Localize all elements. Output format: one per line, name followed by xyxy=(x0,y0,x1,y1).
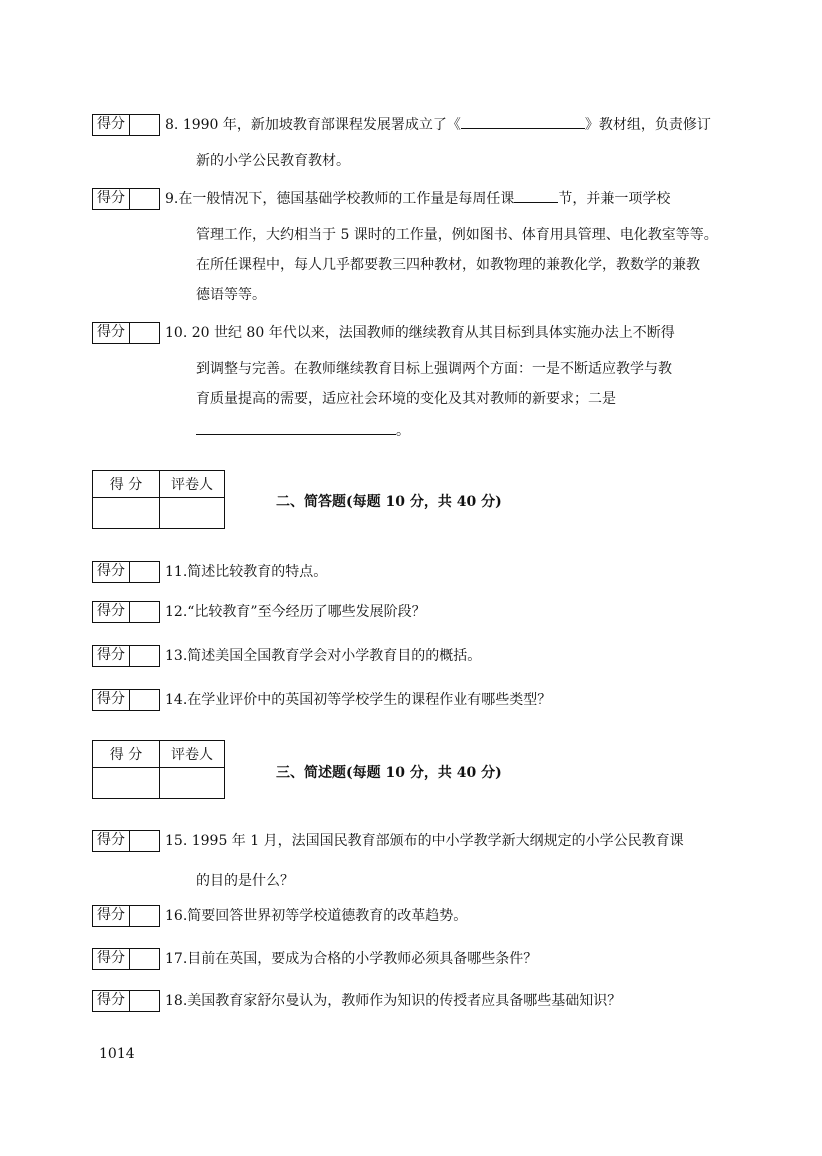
question-text: “比较教育”至今经历了哪些发展阶段？ xyxy=(187,604,426,620)
score-entry[interactable] xyxy=(130,189,159,209)
grader-cell[interactable] xyxy=(160,498,225,529)
score-entry[interactable] xyxy=(130,602,159,622)
question-8 xyxy=(92,114,764,169)
answer-blank[interactable] xyxy=(514,188,558,203)
question-14 xyxy=(92,689,764,713)
answer-blank[interactable] xyxy=(196,420,396,435)
question-number: 14. xyxy=(165,692,188,708)
question-number: 13. xyxy=(165,648,188,664)
score-box xyxy=(92,645,160,667)
question-10-line-3: 育质量提高的需要，适应社会环境的变化及其对教师的新要求；二是 xyxy=(196,391,616,407)
score-entry[interactable] xyxy=(130,831,159,851)
question-12 xyxy=(92,601,764,625)
score-label: 得分 xyxy=(93,906,130,926)
score-label: 得分 xyxy=(93,991,130,1011)
score-box xyxy=(92,188,160,210)
question-15 xyxy=(92,830,764,890)
score-box xyxy=(92,114,160,136)
score-header: 得 分 xyxy=(93,741,160,768)
question-number: 10. xyxy=(165,325,188,341)
question-text: 简述美国全国教育学会对小学教育目的的概括。 xyxy=(187,648,482,664)
question-text: 1995 年 1 月，法国国民教育部颁布的中小学教学新大纲规定的小学公民教育课 xyxy=(191,833,684,849)
question-11-line xyxy=(165,561,327,583)
question-number: 12. xyxy=(165,604,188,620)
score-label: 得分 xyxy=(93,115,130,135)
answer-blank[interactable] xyxy=(461,114,585,129)
section-2-title: 二、简答题(每题 10 分，共 40 分) xyxy=(276,494,502,510)
section-3-title: 三、简述题(每题 10 分，共 40 分) xyxy=(276,765,502,781)
question-9-line-3: 在所任课程中，每人几乎都要教三四种教材，如教物理的兼教化学，教数学的兼教 xyxy=(196,257,700,273)
question-9-line-1 xyxy=(165,188,670,210)
page-number: 1014 xyxy=(99,1046,135,1062)
question-text: 20 世纪 80 年代以来，法国教师的继续教育从其目标到具体实施办法上不断得 xyxy=(191,325,675,341)
question-number: 9. xyxy=(165,191,179,207)
question-14-line xyxy=(165,689,551,711)
score-box xyxy=(92,905,160,927)
question-12-line xyxy=(165,601,426,623)
question-text: 在学业评价中的英国初等学校学生的课程作业有哪些类型？ xyxy=(187,692,552,708)
question-10-line-4 xyxy=(196,420,410,442)
grader-table xyxy=(92,470,225,529)
question-13-line xyxy=(165,645,481,667)
question-18-line xyxy=(165,990,621,1012)
question-15-line-2: 的目的是什么？ xyxy=(196,873,294,889)
score-label: 得分 xyxy=(93,602,130,622)
question-text: 节，并兼一项学校 xyxy=(558,191,671,207)
question-text: 1990 年，新加坡教育部课程发展署成立了《 xyxy=(182,117,461,133)
score-label: 得分 xyxy=(93,646,130,666)
question-9-line-4: 德语等等。 xyxy=(196,287,266,303)
score-cell[interactable] xyxy=(93,498,160,529)
score-entry[interactable] xyxy=(130,323,159,343)
score-header: 得 分 xyxy=(93,471,160,498)
question-number: 11. xyxy=(165,564,188,580)
score-label: 得分 xyxy=(93,949,130,969)
score-label: 得分 xyxy=(93,690,130,710)
question-16-line xyxy=(165,905,467,927)
question-10-line-2: 到调整与完善。在教师继续教育目标上强调两个方面：一是不断适应教学与教 xyxy=(196,361,672,377)
question-16 xyxy=(92,905,764,929)
question-17-line xyxy=(165,948,537,970)
question-10 xyxy=(92,322,764,452)
question-text: 美国教育家舒尔曼认为，教师作为知识的传授者应具备哪些基础知识？ xyxy=(187,993,622,1009)
question-10-line-1 xyxy=(165,322,675,344)
question-15-line-1 xyxy=(165,830,684,852)
score-entry[interactable] xyxy=(130,115,159,135)
score-box xyxy=(92,830,160,852)
question-8-line-1 xyxy=(165,114,711,136)
grader-header: 评卷人 xyxy=(160,741,225,768)
score-box xyxy=(92,990,160,1012)
question-13 xyxy=(92,645,764,669)
question-number: 15. xyxy=(165,833,188,849)
score-entry[interactable] xyxy=(130,906,159,926)
question-text: 简述比较教育的特点。 xyxy=(187,564,328,580)
score-box xyxy=(92,689,160,711)
question-9-line-2: 管理工作，大约相当于 5 课时的工作量，例如图书、体育用具管理、电化教室等等。 xyxy=(196,227,718,243)
score-entry[interactable] xyxy=(130,562,159,582)
grader-header: 评卷人 xyxy=(160,471,225,498)
score-box xyxy=(92,948,160,970)
score-entry[interactable] xyxy=(130,991,159,1011)
score-label: 得分 xyxy=(93,831,130,851)
score-label: 得分 xyxy=(93,562,130,582)
question-text: 》教材组，负责修订 xyxy=(584,117,711,133)
question-9 xyxy=(92,188,764,308)
question-number: 16. xyxy=(165,908,188,924)
question-11 xyxy=(92,561,764,585)
question-text: 在一般情况下，德国基础学校教师的工作量是每周任课 xyxy=(178,191,515,207)
grader-table xyxy=(92,740,225,799)
score-entry[interactable] xyxy=(130,646,159,666)
question-text: 简要回答世界初等学校道德教育的改革趋势。 xyxy=(187,908,468,924)
score-label: 得分 xyxy=(93,323,130,343)
question-number: 18. xyxy=(165,993,188,1009)
score-box xyxy=(92,322,160,344)
grader-cell[interactable] xyxy=(160,768,225,799)
score-cell[interactable] xyxy=(93,768,160,799)
question-text: 目前在英国，要成为合格的小学教师必须具备哪些条件？ xyxy=(187,951,538,967)
score-label: 得分 xyxy=(93,189,130,209)
score-box xyxy=(92,561,160,583)
score-entry[interactable] xyxy=(130,690,159,710)
question-number: 17. xyxy=(165,951,188,967)
score-box xyxy=(92,601,160,623)
question-18 xyxy=(92,990,764,1014)
question-number: 8. xyxy=(165,117,179,133)
question-17 xyxy=(92,948,764,972)
score-entry[interactable] xyxy=(130,949,159,969)
question-8-line-2: 新的小学公民教育教材。 xyxy=(196,153,350,169)
question-text: 。 xyxy=(396,423,410,439)
